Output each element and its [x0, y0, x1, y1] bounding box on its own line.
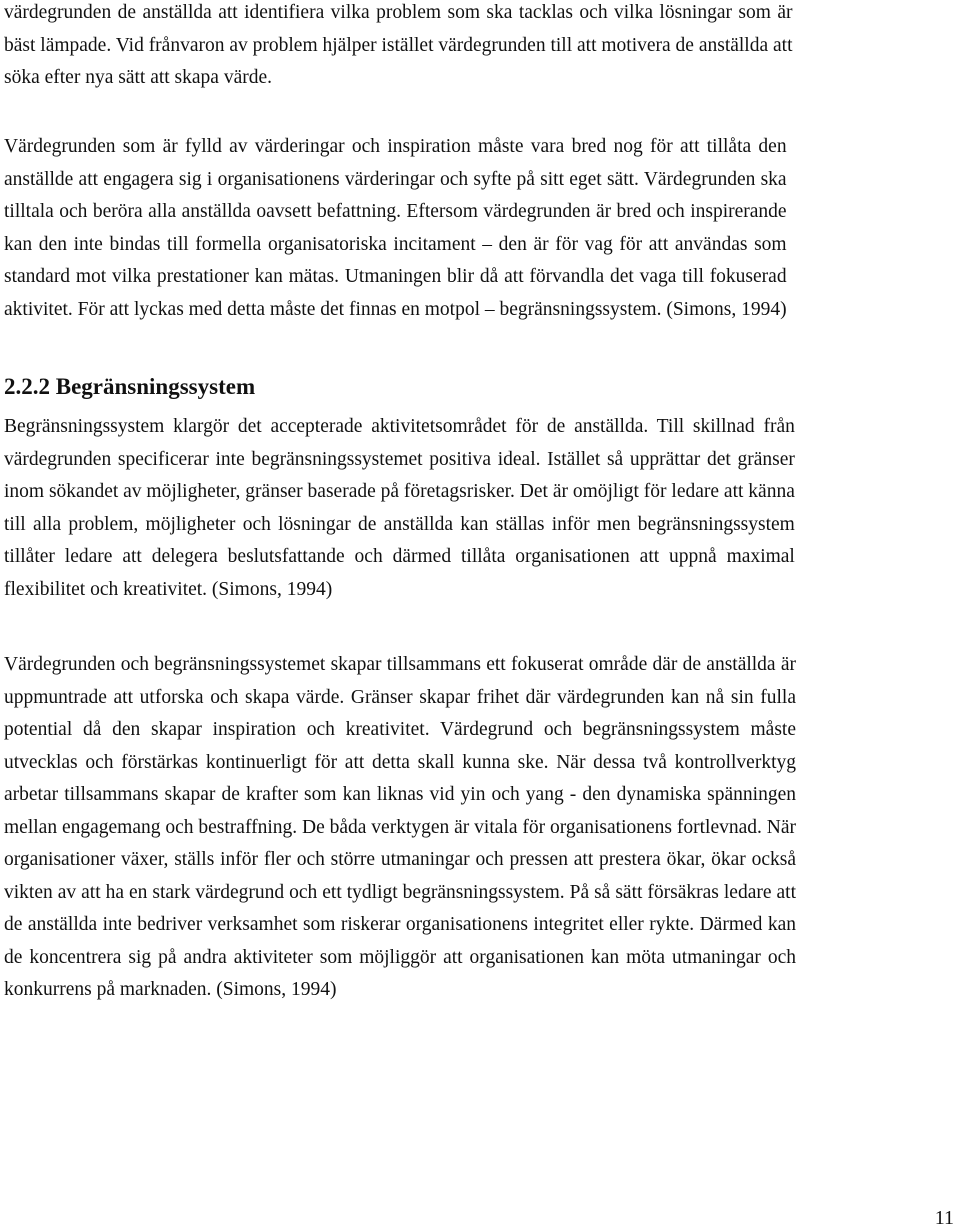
text-line: potential då den skapar inspiration och kreativitet. Värdegrund och begränsningssystem måste: [4, 719, 796, 740]
text-line: de koncentrera sig på andra aktiviteter som möjliggör att organisationen kan möta utmaningar och: [4, 946, 796, 968]
paragraph-2: [4, 131, 787, 326]
text-line: mellan engagemang och bestraffning. De båda verktygen är vitala för organisationens fortlevnad. När: [4, 816, 796, 838]
text-line: vikten av att ha en stark värdegrund och ett tydligt begränsningssystem. På så sätt försäkras ledare att: [4, 881, 796, 903]
text-line: Värdegrunden som är fylld av värderingar och inspiration måste vara bred nog för att tillåta den: [4, 136, 787, 157]
text-line: Begränsningssystem klargör det accepterade aktivitetsområdet för de anställda. Till skillnad från: [4, 416, 795, 437]
text-line: kan den inte bindas till formella organisatoriska incitament – den är för vag för att användas som: [4, 233, 787, 255]
text-line: tilltala och beröra alla anställda oavsett befattning. Eftersom värdegrunden är bred och inspirerande: [4, 201, 787, 222]
text-line: uppmuntrade att utforska och skapa värde. Gränser skapar frihet där värdegrunden kan nå sin fulla: [4, 686, 796, 708]
text-line: flexibilitet och kreativitet. (Simons, 1994): [4, 578, 333, 600]
text-line: standard mot vilka prestationer kan mätas. Utmaningen blir då att förvandla det vaga till fokuserad: [4, 266, 787, 287]
text-line: bäst lämpade. Vid frånvaron av problem hjälper istället värdegrunden till att motivera de anställda att: [4, 34, 793, 56]
section-heading: 2.2.2 Begränsningssystem: [4, 374, 256, 399]
page-number: 11: [934, 1207, 954, 1229]
text-line: utvecklas och förstärkas kontinuerligt för att detta skall kunna ske. När dessa två kontrollverktyg: [4, 751, 796, 773]
text-line: värdegrunden de anställda att identifiera vilka problem som ska tacklas och vilka lösningar som är: [4, 2, 793, 23]
paragraph-3: [4, 411, 795, 606]
text-line: söka efter nya sätt att skapa värde.: [4, 67, 273, 88]
text-line: konkurrens på marknaden. (Simons, 1994): [4, 979, 337, 1000]
text-line: arbetar tillsammans skapar de krafter som kan liknas vid yin och yang - den dynamiska spänningen: [4, 784, 796, 805]
text-line: till alla problem, möjligheter och lösningar de anställda kan ställas inför men begränsningssystem: [4, 513, 795, 535]
text-line: aktivitet. För att lyckas med detta måste det finnas en motpol – begränsningssystem. (Simons, 1994): [4, 298, 787, 320]
text-line: inom sökandet av möjligheter, gränser baserade på företagsrisker. Det är omöjligt för ledare att känna: [4, 481, 795, 502]
text-line: de anställda inte bedriver verksamhet som riskerar organisationens integritet eller rykte. Därmed kan: [4, 914, 796, 935]
paragraph-4: [4, 649, 796, 1007]
text-line: tillåter ledare att delegera beslutsfattande och därmed tillåta organisationen att uppnå maximal: [4, 546, 795, 567]
text-line: Värdegrunden och begränsningssystemet skapar tillsammans ett fokuserat område där de anställda är: [4, 654, 796, 675]
text-line: organisationer växer, ställs inför fler och större utmaningar och pressen att prestera ökar, ökar också: [4, 849, 796, 870]
paragraph-1: [4, 0, 793, 95]
text-line: anställde att engagera sig i organisationens värderingar och syfte på sitt eget sätt. Värdegrunden ska: [4, 168, 787, 190]
text-line: värdegrunden specificerar inte begränsningssystemet positiva ideal. Istället så upprättar det gränser: [4, 448, 795, 470]
